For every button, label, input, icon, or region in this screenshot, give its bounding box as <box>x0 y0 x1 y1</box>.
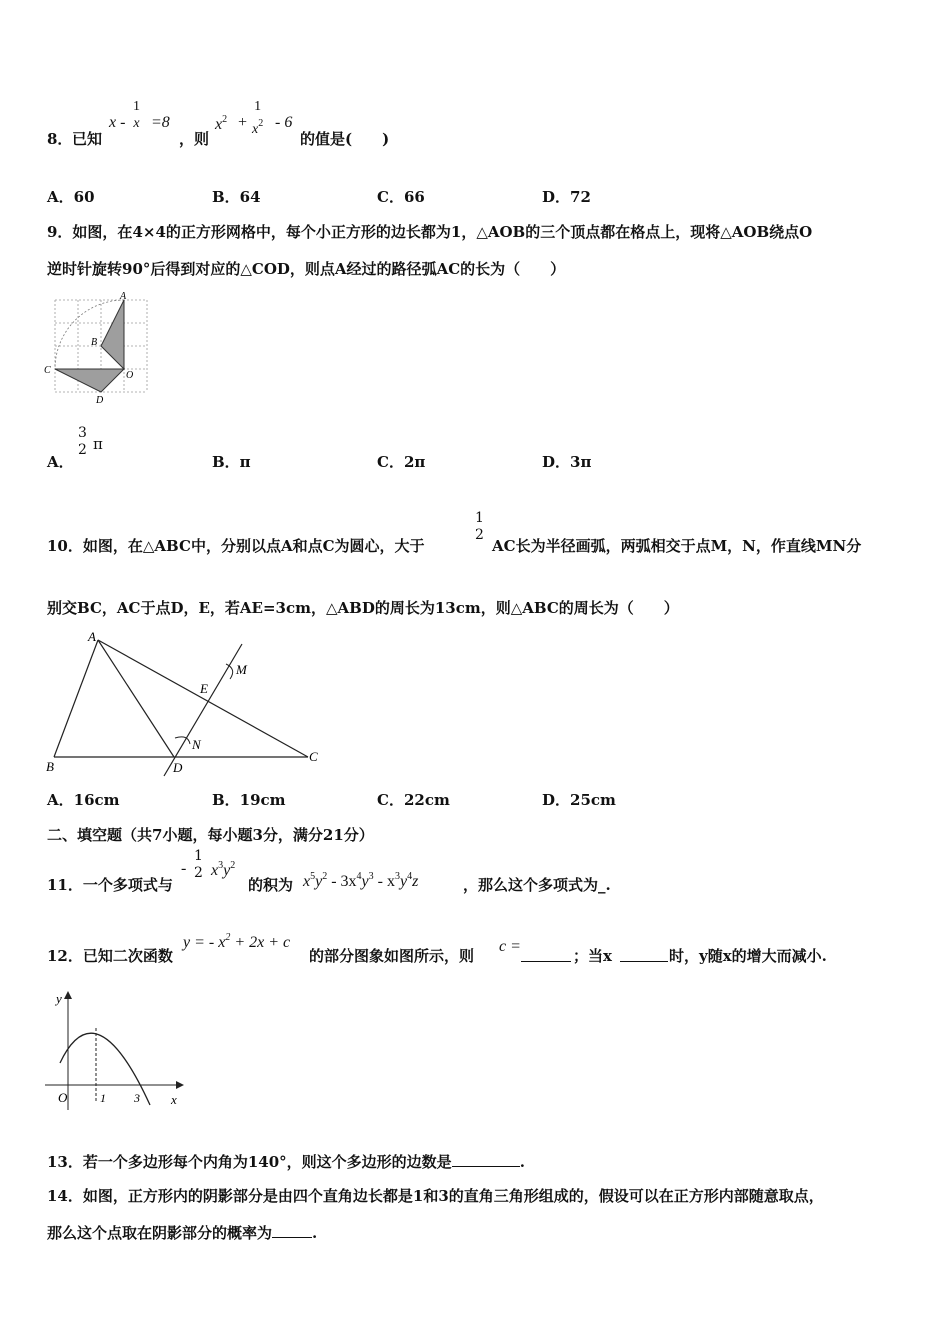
q10-label-m: M <box>236 662 247 677</box>
q12-tick-3: 3 <box>134 1091 140 1105</box>
question-12: 12．已知二次函数 y = - $x^2 + 2x + c$ 的部分图象如图所示，则 c = ；当x 时，y随x的增大而减小. <box>47 932 827 965</box>
q9-triangle-cod <box>55 369 124 392</box>
q8-option-c[interactable]: C．66 <box>377 188 425 206</box>
q14-line-1: 14．如图，正方形内的阴影部分是由四个直角边长都是1和3的直角三角形组成的，假设可以在正方形内部随意取点， <box>47 1187 824 1205</box>
q10-label-c: C <box>309 749 318 764</box>
q10-label-a: A <box>88 629 96 644</box>
q9-label-o: O <box>126 370 134 381</box>
q10-arc-n <box>175 737 190 744</box>
q12-label-x: x <box>171 1092 177 1107</box>
q9-label-b: B <box>91 337 98 348</box>
q9-line-1: 9．如图，在4×4的正方形网格中，每个小正方形的边长都为1，△AOB的三个顶点都在格点上，现将△AOB绕点O <box>47 223 813 241</box>
q10-line-2: 别交BC，AC于点D，E，若AE=3cm，△ABD的周长为13cm，则△ABC的周长为（ ） <box>47 599 679 617</box>
q12-function: y = - $x^2 + 2x + c$ <box>183 932 291 951</box>
q8-number: 8． <box>47 130 73 148</box>
q12-blank-c[interactable] <box>521 947 571 962</box>
question-11: 11．一个多项式与 - 1 2 $x^3y^2$ 的积为 $x^5y^2 - 3x^4y^3 - x^3y^4z$ ，那么这个多项式为_. <box>47 848 611 894</box>
q8-given-fraction: 1 x <box>133 99 140 131</box>
q9-label-a: A <box>120 291 127 302</box>
q10-label-d: D <box>173 760 183 775</box>
q13-blank[interactable] <box>452 1152 520 1167</box>
q12-label-origin: O <box>58 1090 68 1105</box>
q10-label-e: E <box>200 681 208 696</box>
q12-label-y: y <box>56 991 62 1006</box>
q9-label-d: D <box>96 395 104 406</box>
q10-option-b[interactable]: B．19cm <box>212 791 286 809</box>
q8-expr-minus: - 6 <box>275 114 293 131</box>
q10-option-d[interactable]: D．25cm <box>542 791 616 809</box>
q10-arc-m <box>226 664 233 679</box>
q10-fraction: 1 2 <box>475 510 484 543</box>
q14-blank[interactable] <box>272 1223 312 1238</box>
q8-expr-x: $x^2$ <box>215 114 228 133</box>
q8-text-then: ，则 <box>179 130 210 148</box>
q10-option-c[interactable]: C．22cm <box>377 791 450 809</box>
q8-option-a[interactable]: A．60 <box>47 188 95 206</box>
q9-line-2: 逆时针旋转90°后得到对应的△COD，则点A经过的路径弧AC的长为（ ） <box>47 260 566 278</box>
q9-option-b[interactable]: B．π <box>212 453 251 471</box>
q8-option-b[interactable]: B．64 <box>212 188 261 206</box>
q9-option-d[interactable]: D．3π <box>542 453 592 471</box>
q10-option-a[interactable]: A．16cm <box>47 791 120 809</box>
q10-figure <box>40 624 330 778</box>
q8-text-value: 的值是( ) <box>300 130 390 148</box>
q8-given-lhs: x - <box>109 114 126 131</box>
section-heading-fill-blank: 二、填空题（共7小题，每小题3分，满分21分） <box>47 826 374 844</box>
q9-triangle-aob <box>101 300 124 369</box>
q12-blank-x[interactable] <box>620 947 668 962</box>
q9-label-c: C <box>44 365 51 376</box>
q8-option-d[interactable]: D．72 <box>542 188 591 206</box>
q10-label-b: B <box>46 759 54 774</box>
q12-tick-1: 1 <box>100 1091 106 1105</box>
q8-given-rhs: =8 <box>151 114 170 131</box>
q8-text-known: 已知 <box>72 130 103 148</box>
q8-expr-plus: + <box>237 114 248 131</box>
q10-label-n: N <box>192 737 201 752</box>
q10-line-1: 10．如图，在△ABC中，分别以点A和点C为圆心，大于 1 2 AC长为半径画弧，两弧相交于点M，N，作直线MN分 <box>47 510 862 555</box>
q8-expr-fraction: 1 $x^2$ <box>252 99 264 137</box>
q9-option-c[interactable]: C．2π <box>377 453 426 471</box>
q10-line-mn <box>164 644 242 776</box>
question-13: 13．若一个多边形每个内角为140°，则这个多边形的边数是 . <box>47 1153 525 1171</box>
q14-line-2: 那么这个点取在阴影部分的概率为 . <box>47 1224 318 1242</box>
q9-figure <box>40 290 155 408</box>
q12-graph <box>40 985 190 1115</box>
